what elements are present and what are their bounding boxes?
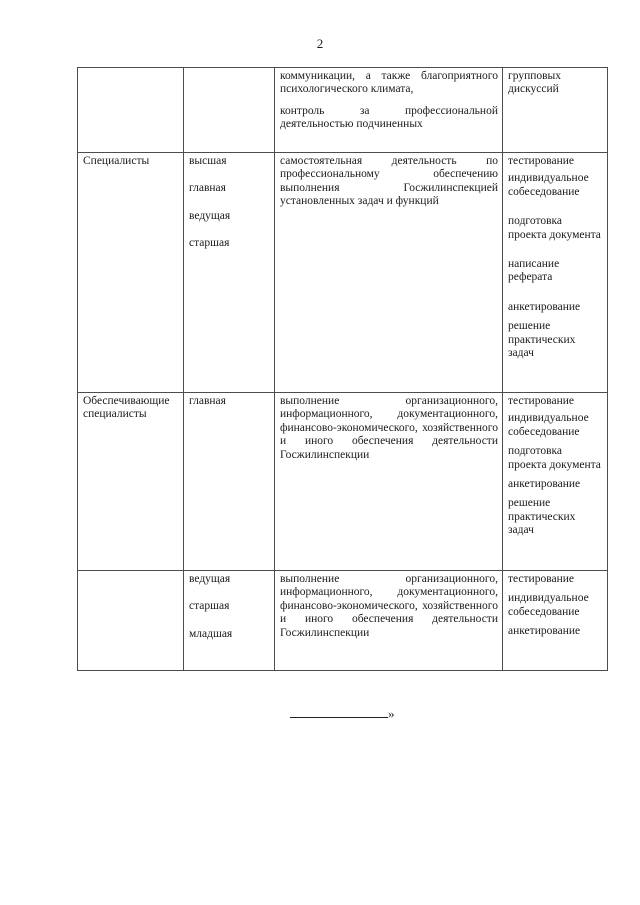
table-row — [78, 571, 608, 671]
method-item: написание реферата — [508, 258, 560, 284]
signature-line — [290, 706, 388, 718]
method-item: индивидуальное собеседование — [508, 592, 589, 618]
duties-cell — [275, 68, 503, 153]
method-item: подготовка проекта документа — [508, 215, 601, 241]
grade-cell — [184, 571, 275, 671]
method-item: групповых дискуссий — [508, 70, 562, 96]
category-cell — [78, 393, 184, 571]
duty-text: самостоятельная деятельность по профессиональному обеспечению выполнения Госжилинспекцией установленных задач и функций — [280, 155, 498, 208]
grade-item: высшая — [189, 155, 227, 167]
page-number: 2 — [316, 36, 324, 51]
method-item: анкетирование — [508, 300, 581, 313]
category-label: Специалисты — [83, 155, 150, 167]
duties-cell — [275, 393, 503, 571]
methods-cell — [503, 68, 608, 153]
methods-cell — [503, 571, 608, 671]
grade-cell — [184, 153, 275, 393]
grade-cell — [184, 393, 275, 571]
duty-text: контроль за профессиональной деятельностью подчиненных — [280, 104, 498, 131]
closing-mark — [290, 706, 395, 720]
category-cell — [78, 153, 184, 393]
category-cell — [78, 571, 184, 671]
grade-item: старшая — [189, 600, 230, 613]
grade-cell — [184, 68, 275, 153]
method-item: подготовка проекта документа — [508, 445, 601, 471]
grade-item: ведущая — [189, 209, 231, 222]
grade-item: ведущая — [189, 573, 231, 585]
method-item: тестирование — [508, 155, 574, 167]
duties-cell — [275, 571, 503, 671]
duty-text: выполнение организационного, информационного, документационного, финансово-экономического, хозяйственного и иного обеспечения деятельности Госжилинспекции — [280, 395, 498, 461]
method-item: решение практических задач — [508, 320, 576, 360]
method-item: индивидуальное собеседование — [508, 412, 589, 438]
grade-item: младшая — [189, 627, 233, 640]
method-item: анкетирование — [508, 478, 581, 491]
method-item: решение практических задач — [508, 497, 576, 537]
method-item: анкетирование — [508, 625, 581, 638]
method-item: тестирование — [508, 395, 574, 407]
duty-text: коммуникации, а также благоприятного психологического климата, — [280, 70, 498, 96]
category-label: Обеспечивающие специалисты — [83, 395, 170, 421]
methods-cell — [503, 393, 608, 571]
grade-item: главная — [189, 182, 226, 195]
table-row — [78, 393, 608, 571]
closing-quote: » — [388, 706, 395, 721]
category-cell — [78, 68, 184, 153]
method-item: тестирование — [508, 573, 574, 585]
qualification-table — [77, 67, 608, 671]
grade-item: старшая — [189, 237, 230, 250]
method-item: индивидуальное собеседование — [508, 172, 589, 198]
table-row — [78, 153, 608, 393]
duties-cell — [275, 153, 503, 393]
duty-text: выполнение организационного, информационного, документационного, финансово-экономического, хозяйственного и иного обеспечения деятельности Госжилинспекции — [280, 573, 498, 639]
grade-item: главная — [189, 395, 226, 407]
table-row — [78, 68, 608, 153]
methods-cell — [503, 153, 608, 393]
